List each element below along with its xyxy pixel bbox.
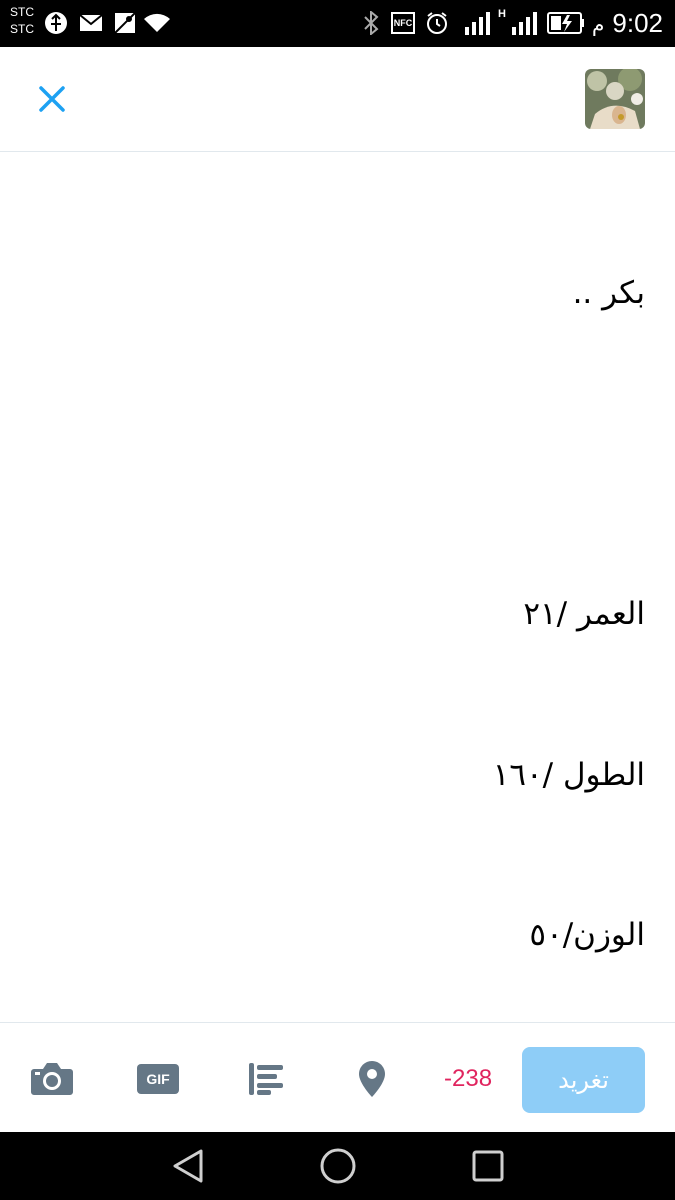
close-button[interactable] bbox=[30, 77, 74, 121]
compose-line: العمر /٢١ bbox=[523, 596, 645, 632]
message-icon bbox=[78, 10, 104, 36]
poll-button[interactable] bbox=[242, 1057, 290, 1101]
gif-icon: GIF bbox=[137, 1064, 179, 1094]
location-button[interactable] bbox=[348, 1057, 396, 1101]
character-counter: -238 bbox=[444, 1065, 493, 1092]
recents-square-icon bbox=[471, 1149, 505, 1183]
compose-header bbox=[0, 47, 675, 152]
signal-icon-2 bbox=[498, 10, 538, 36]
wifi-icon bbox=[142, 10, 172, 36]
gif-button[interactable] bbox=[134, 1057, 182, 1101]
compose-line: الطول /١٦٠ bbox=[492, 756, 645, 793]
nfc-icon bbox=[390, 10, 416, 36]
compose-line: الوزن/٥٠ bbox=[529, 917, 645, 953]
tweet-compose-textarea[interactable] bbox=[30, 160, 645, 1022]
clock: 9:02 bbox=[612, 8, 663, 38]
compose-line: بكر .. bbox=[572, 275, 645, 311]
tweet-button[interactable]: تغريد bbox=[522, 1047, 645, 1113]
home-button[interactable] bbox=[318, 1146, 358, 1186]
android-nav-bar bbox=[0, 1132, 675, 1200]
signal-icon-1 bbox=[462, 10, 492, 36]
back-button[interactable] bbox=[168, 1146, 208, 1186]
alarm-icon bbox=[424, 10, 450, 36]
usb-debug-icon bbox=[42, 10, 70, 36]
home-circle-icon bbox=[319, 1147, 357, 1185]
camera-button[interactable] bbox=[28, 1057, 76, 1101]
recents-button[interactable] bbox=[468, 1146, 508, 1186]
compose-line bbox=[30, 428, 645, 482]
back-triangle-icon bbox=[171, 1148, 205, 1184]
network-type: H bbox=[498, 8, 506, 20]
poll-icon bbox=[245, 1061, 287, 1097]
compose-toolbar bbox=[0, 1022, 675, 1132]
maps-icon bbox=[112, 10, 138, 36]
ampm-indicator: م bbox=[592, 12, 605, 36]
battery-icon bbox=[546, 10, 586, 36]
bluetooth-icon bbox=[360, 10, 382, 36]
close-icon bbox=[37, 84, 67, 114]
location-pin-icon bbox=[358, 1060, 386, 1098]
nfc-label: NFC bbox=[391, 12, 415, 34]
camera-icon bbox=[30, 1061, 74, 1097]
carrier-2: STC bbox=[10, 22, 34, 36]
status-bar bbox=[0, 0, 675, 47]
avatar[interactable] bbox=[585, 69, 645, 129]
carrier-labels bbox=[10, 4, 34, 38]
carrier-1: STC bbox=[10, 5, 34, 19]
